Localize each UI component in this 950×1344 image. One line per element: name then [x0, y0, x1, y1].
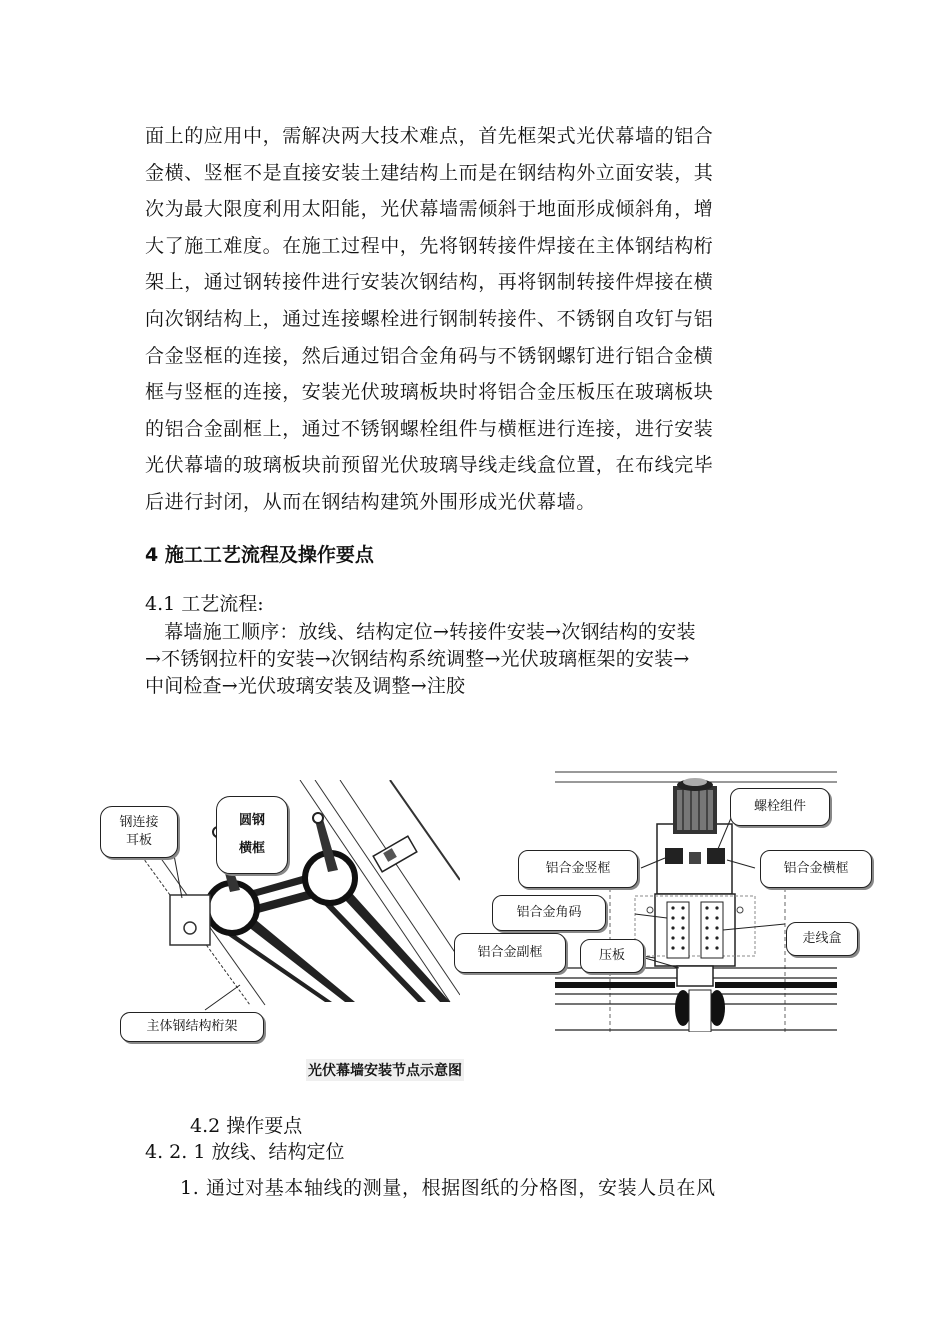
text-line: 合金竖框的连接，然后通过铝合金角码与不锈钢螺钉进行铝合金横 [145, 344, 714, 367]
text-line: 向次钢结构上，通过连接螺栓进行钢制转接件、不锈钢自攻钉与铝 [145, 307, 714, 330]
label-text: 圆钢 [238, 813, 265, 828]
label-text: 横框 [238, 841, 265, 856]
label-subframe: 铝合金副框 [454, 933, 566, 973]
label-wire-box: 走线盒 [786, 922, 858, 956]
label-text: 耳板 [125, 833, 152, 848]
label-mullion: 铝合金竖框 [518, 850, 638, 888]
flow-line: 幕墙施工顺序：放线、结构定位→转接件安装→次钢结构的安装 [145, 621, 696, 643]
text-line: 框与竖框的连接，安装光伏玻璃板块时将铝合金压板压在玻璃板块 [145, 381, 714, 404]
subsection-heading-4-1: 4.1 工艺流程: [145, 593, 264, 615]
section-heading: 4 施工工艺流程及操作要点 [145, 544, 374, 566]
label-transom: 铝合金横框 [760, 850, 872, 888]
intro-paragraph [145, 118, 807, 521]
label-steel-plate [100, 806, 178, 858]
label-bolt-assembly: 螺栓组件 [730, 788, 830, 826]
label-text: 钢连接 [119, 815, 159, 830]
label-main-truss: 主体钢结构桁架 [120, 1012, 264, 1042]
flow-line: →不锈钢拉杆的安装→次钢结构系统调整→光伏玻璃框架的安装→ [145, 648, 690, 670]
text-line: 金横、竖框不是直接安装土建结构上而是在钢结构外立面安装，其 [145, 161, 714, 184]
label-angle-code: 铝合金角码 [492, 895, 606, 931]
label-pressure-plate: 压板 [580, 939, 644, 973]
process-flow [145, 619, 696, 700]
subsection-heading-4-2-1: 4. 2. 1 放线、结构定位 [145, 1141, 345, 1163]
text-line: 大了施工难度。在施工过程中，先将钢转接件焊接在主体钢结构桁 [145, 234, 714, 257]
text-line: 架上，通过钢转接件进行安装次钢结构，再将钢制转接件焊接在横 [145, 271, 714, 294]
label-round-steel [216, 796, 288, 874]
text-line: 的铝合金副框上，通过不锈钢螺栓组件与横框进行连接，进行安装 [145, 417, 714, 440]
text-line: 面上的应用中，需解决两大技术难点，首先框架式光伏幕墙的铝合 [145, 125, 714, 147]
flow-line: 中间检查→光伏玻璃安装及调整→注胶 [145, 675, 466, 697]
text-line: 后进行封闭，从而在钢结构建筑外围形成光伏幕墙。 [145, 490, 596, 513]
subsection-heading-4-2: 4.2 操作要点 [190, 1115, 303, 1137]
text-line: 次为最大限度利用太阳能，光伏幕墙需倾斜于地面形成倾斜角，增 [145, 198, 714, 221]
text-line: 光伏幕墙的玻璃板块前预留光伏玻璃导线走线盒位置，在布线完毕 [145, 454, 714, 477]
list-item-1: 1. 通过对基本轴线的测量，根据图纸的分格图，安装人员在风 [180, 1177, 716, 1199]
figure-caption: 光伏幕墙安装节点示意图 [306, 1059, 464, 1081]
